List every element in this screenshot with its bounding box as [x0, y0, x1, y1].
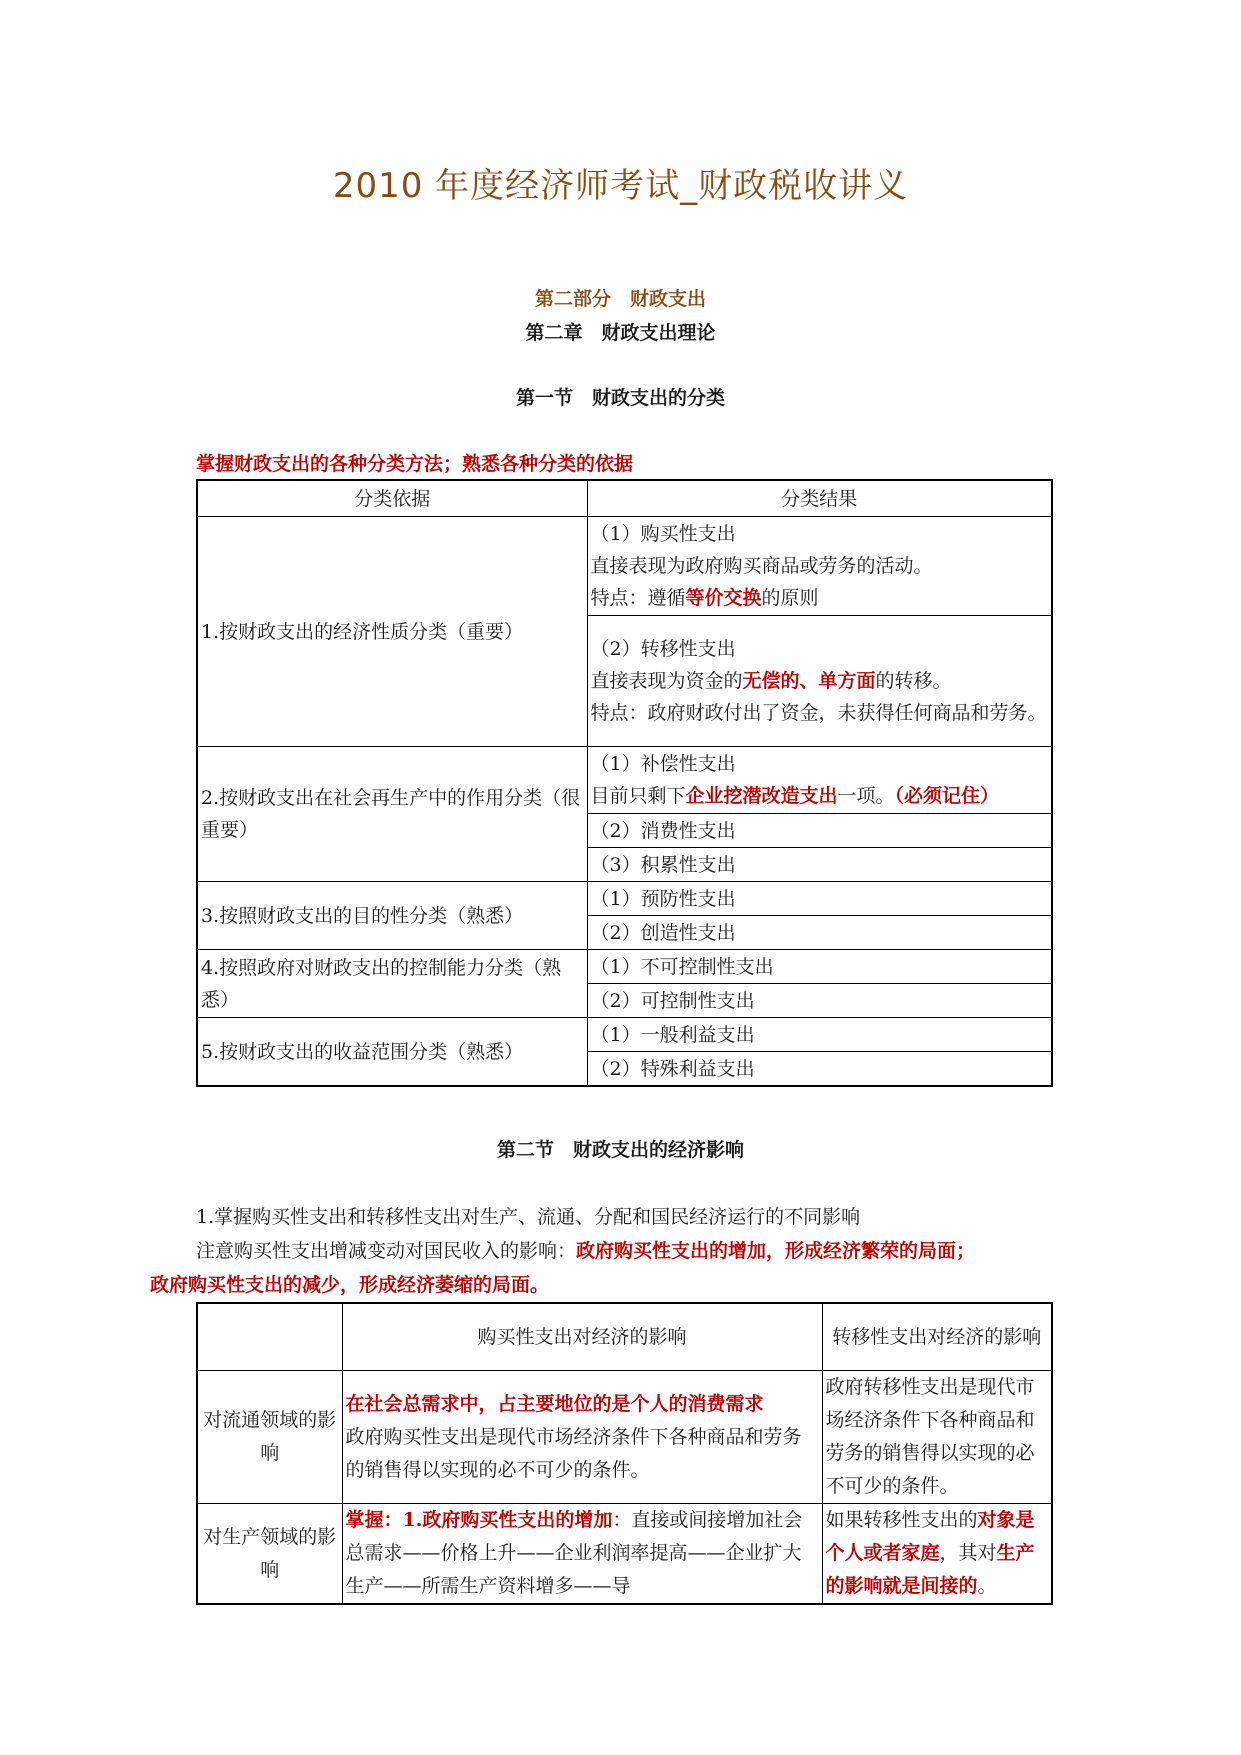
- desc-text: 目前只剩下: [590, 785, 686, 807]
- cell-text: ：直接或间接增加社会总需求——价格上升——企业利润率提高——企业扩大生产——所需生产资料增多——导: [345, 1509, 803, 1597]
- result-cell: （1）预防性支出: [587, 882, 1052, 916]
- paragraph-highlight: 政府购买性支出的增加，形成经济繁荣的局面；: [576, 1240, 976, 1262]
- cell-highlight: 在社会总需求中，占主要地位的是个人的消费需求: [345, 1392, 764, 1415]
- header-basis: 分类依据: [197, 480, 587, 517]
- result-desc: 直接表现为政府购买商品或劳务的活动。: [590, 555, 933, 577]
- table-header-row: [197, 1303, 1052, 1371]
- purchase-impact-cell: [342, 1371, 822, 1504]
- impact-table: [196, 1302, 1053, 1605]
- result-title: （1）购买性支出: [590, 523, 736, 545]
- classification-table: [196, 479, 1053, 1087]
- table-row: [197, 882, 1052, 916]
- basis-cell: 5.按财政支出的收益范围分类（熟悉）: [197, 1018, 587, 1087]
- table-row: [197, 950, 1052, 984]
- paragraph-highlight: 政府购买性支出的减少，形成经济萎缩的局面。: [150, 1274, 550, 1296]
- result-feature: [591, 582, 1049, 614]
- paragraph: 1.掌握购买性支出和转移性支出对生产、流通、分配和国民经济运行的不同影响: [196, 1206, 861, 1228]
- section2-heading: 第二节 财政支出的经济影响: [496, 1139, 744, 1161]
- table-header-row: [197, 480, 1052, 517]
- part-heading: 第二部分 财政支出: [534, 288, 706, 310]
- table-row: [197, 1018, 1052, 1052]
- basis-cell: 1.按财政支出的经济性质分类（重要）: [197, 517, 587, 747]
- result-desc: [591, 665, 1049, 697]
- table-row: [197, 1371, 1052, 1504]
- basis-cell: 4.按照政府对财政支出的控制能力分类（熟悉）: [197, 950, 587, 1018]
- chapter-heading: 第二章 财政支出理论: [525, 322, 716, 344]
- transfer-impact-cell: 政府转移性支出是现代市场经济条件下各种商品和劳务的销售得以实现的必不可少的条件。: [822, 1371, 1052, 1504]
- result-title: （2）转移性支出: [590, 638, 736, 660]
- result-cell: （3）积累性支出: [587, 848, 1052, 882]
- cell-highlight: 生产的影响就是间接的: [825, 1542, 1035, 1597]
- table-row: [197, 517, 1052, 616]
- cell-highlight: 掌握：1.政府购买性支出的增加: [345, 1509, 613, 1531]
- row-label: 对流通领域的影响: [197, 1371, 342, 1504]
- section1-heading: 第一节 财政支出的分类: [515, 387, 725, 409]
- header-result: 分类结果: [587, 480, 1052, 517]
- cell-text: 政府购买性支出是现代市场经济条件下各种商品和劳务的销售得以实现的必不可少的条件。: [345, 1425, 802, 1481]
- purchase-impact-cell: [342, 1504, 822, 1605]
- desc-text: 的转移。: [875, 670, 952, 692]
- desc-highlight: 企业挖潜改造支出: [685, 785, 838, 807]
- paragraph: [196, 1234, 1096, 1268]
- desc-highlight: 无偿的、单方面: [742, 670, 876, 692]
- result-cell: （2）消费性支出: [587, 814, 1052, 848]
- desc-highlight: （必须记住）: [894, 785, 1000, 807]
- desc-text: 直接表现为资金的: [590, 670, 743, 692]
- header-purchase: 购买性支出对经济的影响: [342, 1303, 822, 1371]
- feature-highlight: 等价交换: [685, 587, 762, 609]
- result-cell: （2）可控制性支出: [587, 984, 1052, 1018]
- paragraph-text: 注意购买性支出增减变动对国民收入的影响：: [196, 1240, 577, 1262]
- transfer-impact-cell: [822, 1504, 1052, 1605]
- result-feature: 特点：政府财政付出了资金，未获得任何商品和劳务。: [590, 702, 1047, 724]
- row-label: 对生产领域的影响: [197, 1504, 342, 1605]
- basis-cell: 3.按照财政支出的目的性分类（熟悉）: [197, 882, 587, 950]
- result-cell: [587, 747, 1052, 814]
- result-cell: [587, 616, 1052, 747]
- result-cell: （2）特殊利益支出: [587, 1052, 1052, 1087]
- feature-text: 特点：遵循: [590, 587, 686, 609]
- document-title: 2010 年度经济师考试_财政税收讲义: [332, 166, 909, 206]
- result-cell: （1）不可控制性支出: [587, 950, 1052, 984]
- result-cell: （1）一般利益支出: [587, 1018, 1052, 1052]
- result-desc: [591, 780, 1049, 812]
- result-title: （1）补偿性支出: [590, 753, 736, 775]
- cell-highlight: 对象是个人或者家庭: [825, 1509, 1035, 1564]
- cell-text: 如果转移性支出的: [825, 1509, 978, 1531]
- cell-text: ，其对: [939, 1542, 997, 1564]
- basis-cell: 2.按财政支出在社会再生产中的作用分类（很重要）: [197, 747, 587, 882]
- table-row: [197, 747, 1052, 814]
- header-transfer: 转移性支出对经济的影响: [822, 1303, 1052, 1371]
- feature-text: 的原则: [761, 587, 819, 609]
- table-row: [197, 1504, 1052, 1605]
- result-cell: （2）创造性支出: [587, 916, 1052, 950]
- header-empty: [197, 1303, 342, 1371]
- section1-requirement: 掌握财政支出的各种分类方法；熟悉各种分类的依据: [196, 453, 634, 475]
- result-cell: [587, 517, 1052, 616]
- cell-text: 。: [977, 1575, 997, 1597]
- desc-text: 一项。: [837, 785, 895, 807]
